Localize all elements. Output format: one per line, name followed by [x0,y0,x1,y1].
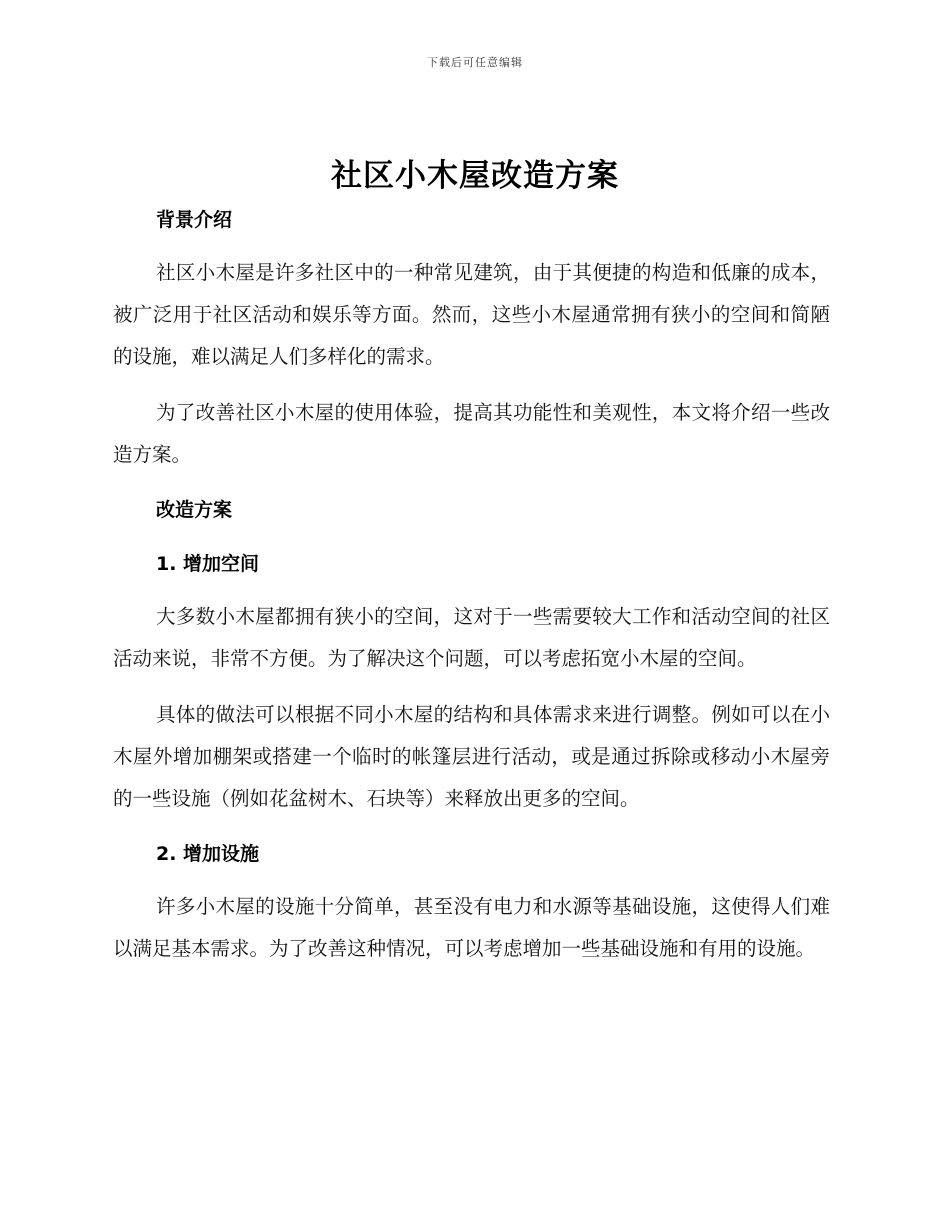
heading-background: 背景介绍 [156,209,233,231]
header-note: 下载后可任意编辑 [427,56,523,69]
heading-plan: 改造方案 [156,499,233,521]
paragraph-background-2: 为了改善社区小木屋的使用体验，提高其功能性和美观性，本文将介绍一些改造方案。 [113,401,830,466]
paragraph-item-1-1: 大多数小木屋都拥有狭小的空间，这对于一些需要较大工作和活动空间的社区活动来说，非常不方便。为了解决这个问题，可以考虑拓宽小木屋的空间。 [113,605,830,670]
document-title: 社区小木屋改造方案 [331,158,619,194]
paragraph-item-1-2: 具体的做法可以根据不同小木屋的结构和具体需求来进行调整。例如可以在小木屋外增加棚架或搭建一个临时的帐篷层进行活动，或是通过拆除或移动小木屋旁的一些设施（例如花盆树木、石块等）来释放出更多的空间。 [113,703,830,810]
heading-item-1: 1. 增加空间 [156,553,260,575]
paragraph-background-1: 社区小木屋是许多社区中的一种常见建筑，由于其便捷的构造和低廉的成本，被广泛用于社区活动和娱乐等方面。然而，这些小木屋通常拥有狭小的空间和简陋的设施，难以满足人们多样化的需求。 [113,261,830,368]
paragraph-item-2-1: 许多小木屋的设施十分简单，甚至没有电力和水源等基础设施，这使得人们难以满足基本需求。为了改善这种情况，可以考虑增加一些基础设施和有用的设施。 [113,895,830,960]
document-body [113,200,830,970]
heading-item-2: 2. 增加设施 [156,843,260,865]
